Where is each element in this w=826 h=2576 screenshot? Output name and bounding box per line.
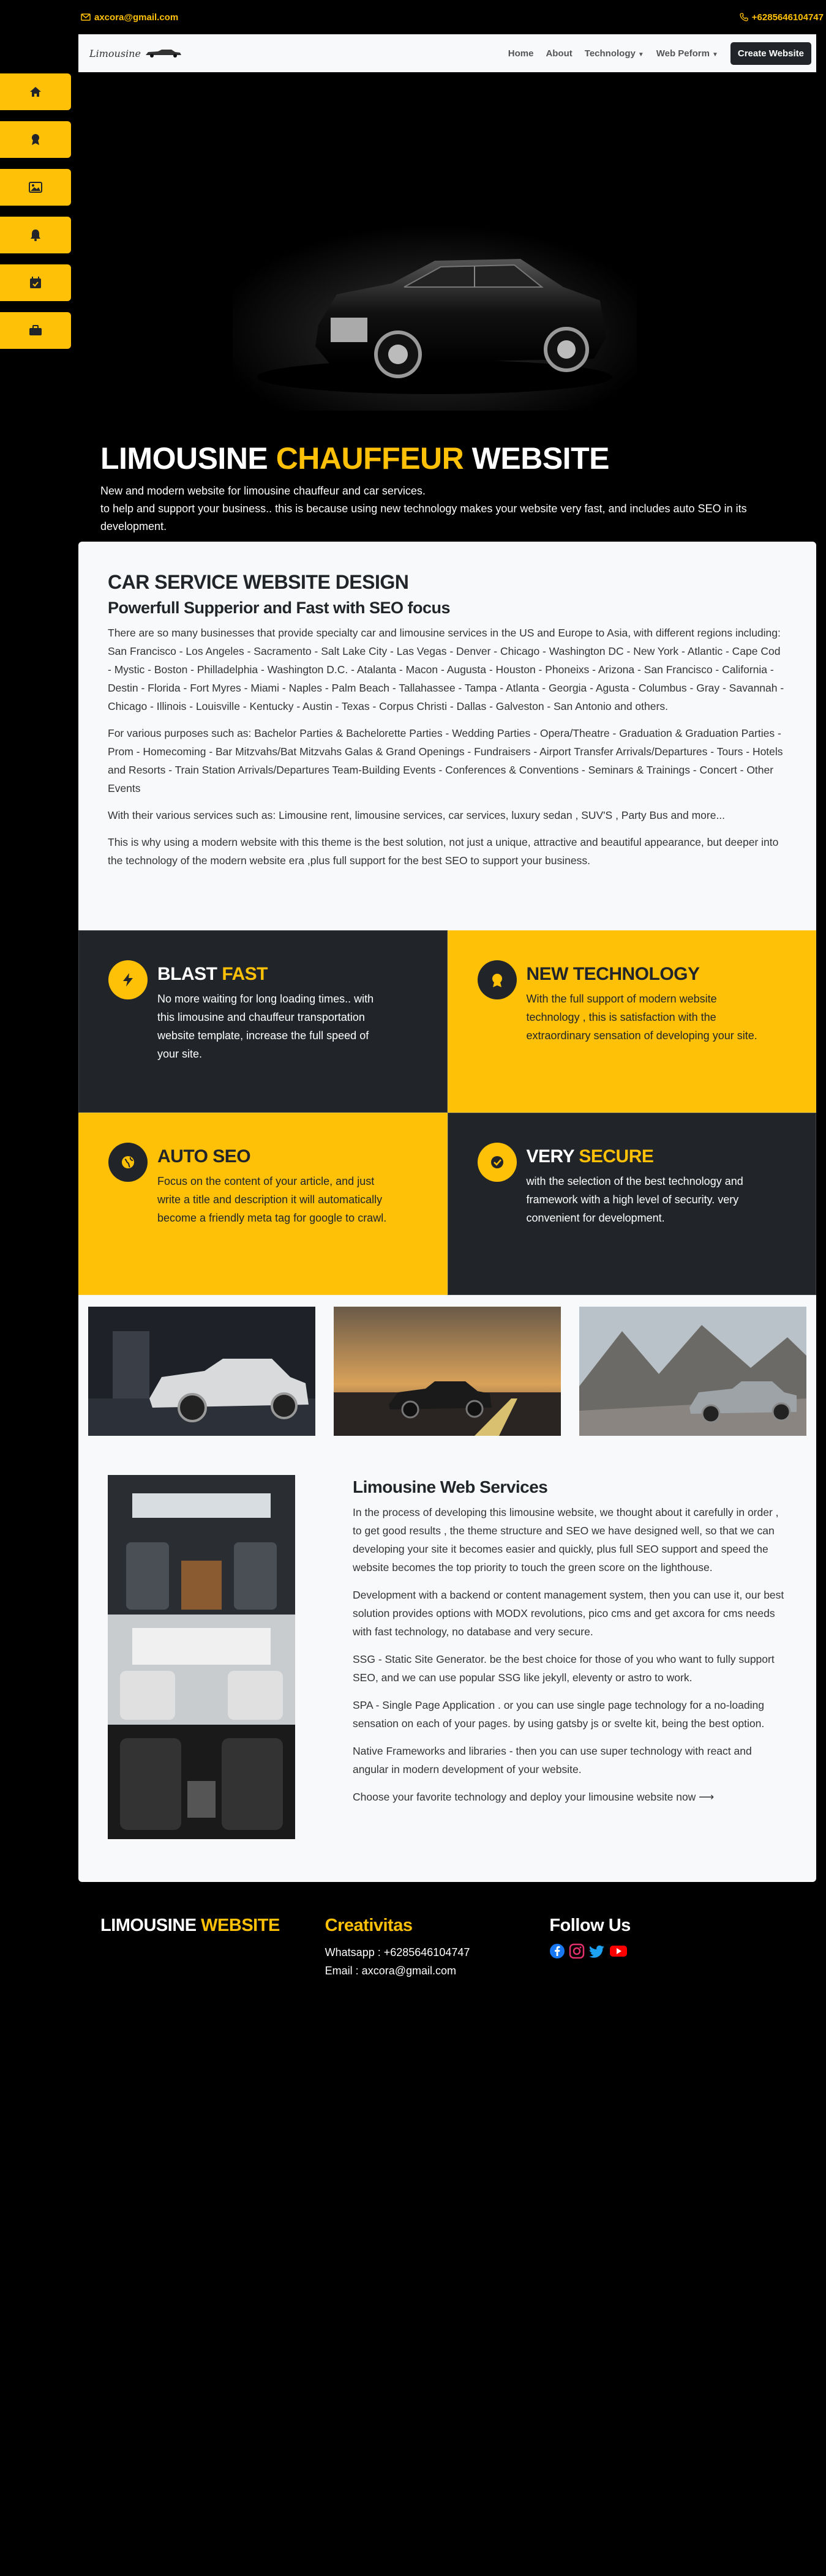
footer-brand-a: LIMOUSINE	[100, 1916, 201, 1935]
feature-title-a: VERY	[526, 1146, 579, 1167]
footer-contact-column	[325, 1916, 550, 1980]
topbar-phone-text: +6285646104747	[751, 12, 824, 23]
hero-title-part1: LIMOUSINE	[100, 441, 276, 476]
phone-icon	[740, 13, 748, 21]
gallery-image-mountain-car[interactable]	[579, 1307, 806, 1436]
services-paragraph-process: In the process of developing this limousine website, we thought about it carefully in order , to get good results , the theme structure and SEO we have designed well, so that we can developing your site it becomes easier and quickly, plus full SEO support and speed the website becomes the top priority to touch the green score on the lighthouse.	[353, 1506, 779, 1574]
feature-title-b: FAST	[222, 964, 268, 984]
footer-whatsapp[interactable]: Whatsapp : +6285646104747	[325, 1946, 470, 1958]
footer-contact-title: Creativitas	[325, 1916, 413, 1935]
intro-section	[78, 542, 816, 870]
top-bar	[0, 0, 826, 34]
services-paragraph-cms: Development with a backend or content management system, then you can use it, our best solution provides options with MODX revolutions, pico cms and get axcora for cms needs with fast technology, no database and very secure.	[353, 1589, 784, 1638]
topbar-email-text: axcora@gmail.com	[94, 12, 179, 23]
footer-brand-column	[100, 1916, 325, 1980]
globe-icon	[108, 1143, 148, 1182]
footer-social-column	[549, 1916, 774, 1980]
intro-paragraph-solution: This is why using a modern website with this theme is the best solution, not just a unique, attractive and beautiful appearance, but deeper into the technology of the modern website era ,plus full support for the best SEO to support your business.	[108, 836, 779, 867]
chevron-down-icon: ▼	[711, 51, 718, 58]
hero-section	[0, 34, 826, 542]
hero-desc-line2: to help and support your business.. this is because using new technology makes your website very fast, and includes auto SEO in its development.	[100, 502, 747, 532]
feature-title	[527, 1146, 759, 1167]
hero-desc-line1: New and modern website for limousine chauffeur and car services.	[100, 485, 426, 497]
main-content	[78, 542, 816, 1882]
hero-limousine-image	[233, 215, 637, 411]
hero-title-part3: WEBSITE	[464, 441, 609, 476]
feature-auto-seo	[78, 1113, 448, 1295]
services-paragraph-ssg: SSG - Static Site Generator. be the best choice for those of you who want to fully support SEO, and we can use popular SSG like jekyll, eleventy or astro to work.	[353, 1653, 775, 1684]
feature-title-b: SECURE	[579, 1146, 654, 1167]
nav-home[interactable]: Home	[508, 48, 534, 59]
feature-title	[157, 964, 390, 985]
web-services-section	[108, 1475, 787, 1839]
instagram-icon[interactable]	[569, 1943, 585, 1959]
chevron-down-icon: ▼	[637, 51, 644, 58]
create-website-button[interactable]: Create Website	[730, 42, 811, 65]
footer-follow-title: Follow Us	[549, 1916, 631, 1935]
services-paragraph-spa: SPA - Single Page Application . or you can use single page technology for a no-loading sensation on each of your pages. by using gatsby js or svelte kit, being the best option.	[353, 1699, 765, 1730]
gallery-image-white-car[interactable]	[88, 1307, 315, 1436]
feature-text: With the full support of modern website technology , this is satisfaction with the extraordinary sensation of developing your site.	[526, 993, 757, 1042]
feature-very-secure	[448, 1113, 817, 1295]
nav-technology-label: Technology	[584, 48, 636, 59]
feature-text: No more waiting for long loading times.. with this limousine and chauffeur transportation website template, increase the full speed of your site.	[157, 993, 374, 1060]
facebook-icon[interactable]	[549, 1943, 565, 1959]
hero-title	[100, 441, 609, 476]
twitter-icon[interactable]	[588, 1943, 606, 1959]
limousine-interior-image	[108, 1475, 295, 1839]
intro-subtitle: Powerfull Supperior and Fast with SEO focus	[108, 599, 451, 617]
gallery-image-sunset-car[interactable]	[334, 1307, 561, 1436]
feature-title: AUTO SEO	[157, 1146, 251, 1167]
badge-icon	[478, 960, 517, 999]
youtube-icon[interactable]	[609, 1943, 628, 1959]
footer	[100, 1916, 774, 1980]
intro-title: CAR SERVICE WEBSITE DESIGN	[108, 571, 409, 593]
intro-paragraph-purposes: For various purposes such as: Bachelor Parties & Bachelorette Parties - Wedding Parties - Opera/Theatre - Graduation & Graduation Parties - Prom - Homecoming - Bar Mitzvahs/Bat Mitzvahs Galas & Grand Openings - Fundraisers - Airport Transfer Arrivals/Departures - Tours - Hotels and Resorts - Train Station Arrivals/Departures Team-Building Events - Conferences & Conventions - Seminars & Trainings - Concert - Other Events	[108, 727, 783, 794]
footer-brand-b: WEBSITE	[201, 1916, 280, 1935]
hero-description	[100, 482, 780, 536]
features-grid	[78, 930, 816, 1295]
web-services-title: Limousine Web Services	[353, 1477, 548, 1496]
feature-new-technology	[448, 930, 817, 1113]
lightning-icon	[108, 960, 148, 999]
feature-title-a: BLAST	[157, 964, 222, 984]
services-paragraph-cta[interactable]: Choose your favorite technology and deploy your limousine website now ⟶	[353, 1791, 715, 1803]
check-shield-icon	[478, 1143, 517, 1182]
feature-blast-fast	[78, 930, 448, 1113]
feature-title: NEW TECHNOLOGY	[526, 964, 700, 984]
topbar-phone[interactable]	[740, 12, 824, 23]
intro-paragraph-regions: There are so many businesses that provide specialty car and limousine services in the US and Europe to Asia, with different regions including: San Francisco - Los Angeles - Sacramento - Salt Lake City - Las Vegas - Denver - Chicago - Washington DC - New York - Atlantic - Cape Cod - Mystic - Boston - Philladelphia - Washington D.C. - Atalanta - Macon - Augusta - Houston - Phoneixs - Arizona - San Francisco - California - Destin - Florida - Fort Myres - Miami - Naples - Palm Beach - Tallahassee - Tampa - Atlanta - Georgia - Agusta - Columbus - Gray - Savannah - Chicago - Illinois - Louisville - Kentucky - Austin - Texas - Corpus Christi - Dallas - Galveston - San Antonio and others.	[108, 627, 784, 712]
services-paragraph-frameworks: Native Frameworks and libraries - then you can use super technology with react and angular in modern development of your website.	[353, 1745, 752, 1775]
envelope-icon	[81, 13, 91, 21]
social-links	[549, 1943, 774, 1959]
topbar-email[interactable]	[81, 12, 178, 23]
web-services-text	[353, 1475, 787, 1839]
intro-paragraph-services: With their various services such as: Limousine rent, limousine services, car services, luxury sedan , SUV'S , Party Bus and more...	[108, 809, 726, 821]
nav-about[interactable]: About	[546, 48, 573, 59]
feature-text: Focus on the content of your article, and just write a title and description it will automatically become a friendly meta tag for google to crawl.	[157, 1175, 387, 1224]
brand-text: Limousine	[89, 47, 141, 59]
footer-brand	[100, 1916, 325, 1936]
footer-email[interactable]: Email : axcora@gmail.com	[325, 1965, 457, 1977]
car-gallery	[88, 1307, 806, 1436]
feature-text: with the selection of the best technology and framework with a high level of security. very convenient for development.	[526, 1175, 743, 1224]
nav-web-peform-label: Web Peform	[656, 48, 710, 59]
hero-title-highlight: CHAUFFEUR	[276, 441, 464, 476]
